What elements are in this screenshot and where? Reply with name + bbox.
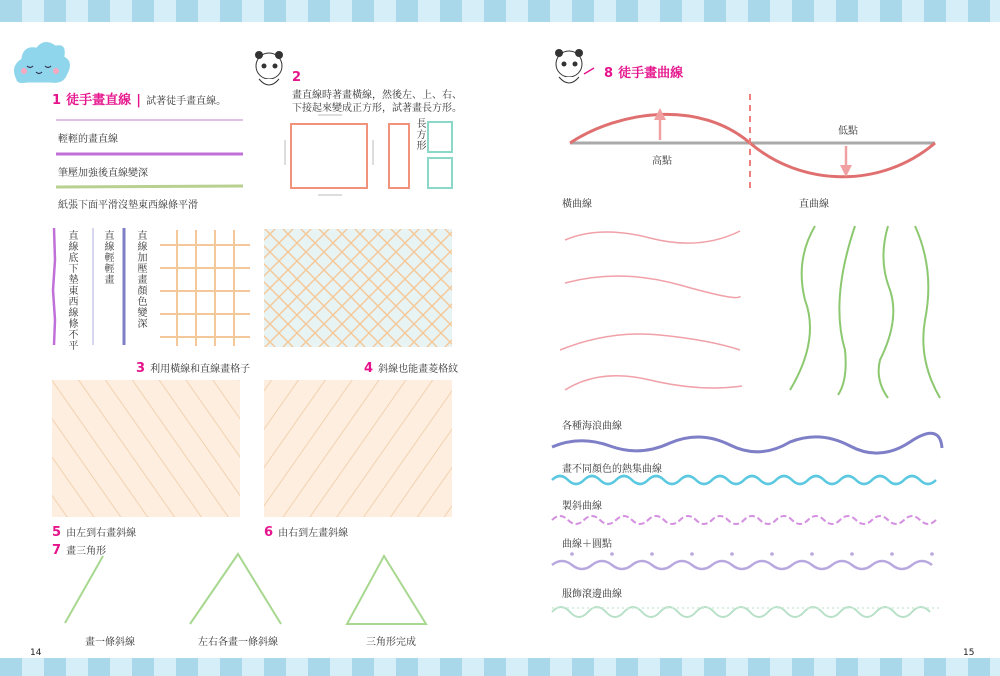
section8-number: 8 [604, 66, 614, 81]
diagonal-rtl-sample [264, 380, 452, 517]
section1-heading [52, 89, 226, 108]
section5-caption [52, 521, 136, 540]
line-label-1: 輕輕的畫直線 [58, 134, 118, 145]
vertical-curve-samples [790, 226, 940, 398]
section7-number: 7 [52, 543, 62, 558]
section4-caption [364, 357, 458, 376]
wave-row-label-4: 曲線＋圓點 [562, 539, 612, 550]
dot-row [570, 552, 934, 556]
section5-number: 5 [52, 525, 62, 540]
cloud-icon [12, 40, 71, 84]
diagonal-ltr-sample [52, 380, 240, 517]
section3-caption [136, 357, 250, 376]
section2-number: 2 [292, 70, 302, 85]
line-label-2: 筆壓加強後直線變深 [58, 168, 148, 179]
section1-title: 徒手畫直線 [66, 93, 132, 108]
diamond-sample [264, 229, 452, 347]
section8-heading [604, 62, 683, 81]
section8-title: 徒手畫曲線 [618, 66, 684, 81]
triangle-step-2: 左右各畫一條斜線 [198, 637, 278, 648]
page-number-right: 15 [963, 648, 975, 658]
wave-row-label-1: 各種海浪曲線 [562, 421, 622, 432]
section2-desc-1: 畫直線時著畫橫線，然後左、上、右、 [292, 90, 462, 101]
section1-desc: 試著徒手畫直線。 [146, 96, 227, 107]
wave-row-label-2: 畫不同顏色的熱集曲線 [562, 464, 662, 475]
section5-text: 由左到右畫斜線 [66, 528, 137, 539]
section4-number: 4 [364, 361, 374, 376]
vertical-label-3: 直線加壓畫顏色變深 [135, 230, 146, 329]
section6-caption [264, 521, 348, 540]
panda-icon [255, 51, 283, 85]
triangle-step-3: 三角形完成 [366, 637, 416, 648]
section2-desc-2: 下接起來變成正方形，試著畫長方形。 [292, 103, 462, 114]
section6-text: 由右到左畫斜線 [278, 528, 349, 539]
section3-text: 利用橫線和直線畫格子 [150, 364, 251, 375]
section7-caption [52, 539, 106, 558]
vertical-label-1: 直線底下墊東西線條不平 [66, 230, 77, 351]
section1-sep: | [136, 93, 141, 108]
triangle-step-1: 畫一條斜線 [85, 637, 135, 648]
line-label-3: 紙張下面平滑沒墊東西線條平滑 [58, 200, 198, 211]
high-low-wave [570, 94, 935, 192]
grid-sample [160, 230, 250, 346]
section7-text: 畫三角形 [66, 546, 107, 557]
wave-row-label-3: 製斜曲線 [562, 501, 602, 512]
section4-text: 斜線也能畫菱格紋 [378, 364, 459, 375]
rectangle-label: 長方形 [414, 118, 425, 151]
horizontal-curve-samples [560, 231, 742, 390]
horizontal-curve-label: 橫曲線 [562, 199, 592, 210]
wave-row-label-5: 服飾滾邊曲線 [562, 589, 622, 600]
section1-number: 1 [52, 93, 62, 108]
high-point-label: 高點 [652, 156, 672, 167]
page-number-left: 14 [30, 648, 42, 658]
low-point-label: 低點 [838, 126, 858, 137]
section6-number: 6 [264, 525, 274, 540]
triangle-steps [65, 554, 426, 624]
section3-number: 3 [136, 361, 146, 376]
vertical-curve-label: 直曲線 [799, 199, 829, 210]
vertical-label-2: 直線輕輕畫 [102, 230, 113, 285]
panda-icon-right [555, 49, 594, 83]
